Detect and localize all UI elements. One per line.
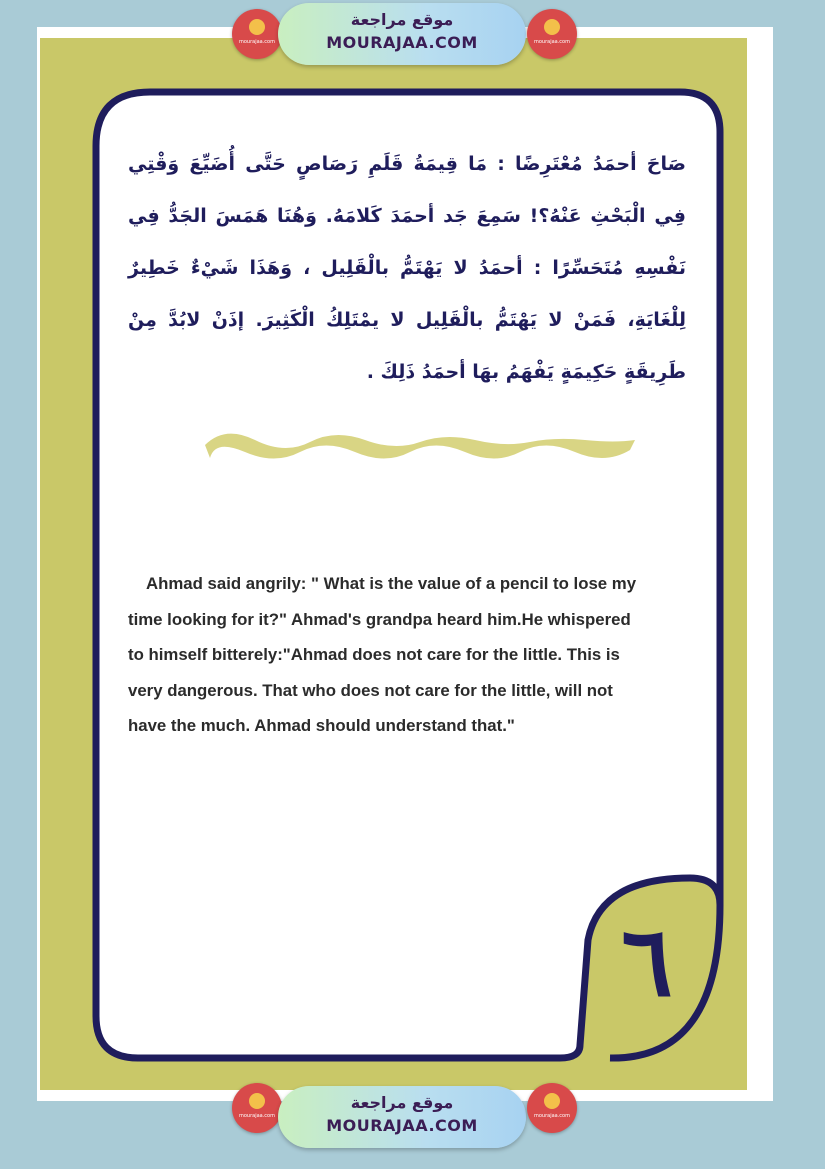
logo-badge-icon: mourajaa.com bbox=[232, 1083, 282, 1133]
english-line: to himself bitterely:"Ahmad does not care for the little. This is bbox=[128, 645, 620, 664]
logo-badge-icon: mourajaa.com bbox=[527, 1083, 577, 1133]
english-story-text bbox=[128, 566, 698, 744]
page-number: ٦ bbox=[621, 905, 673, 1018]
logo-badge-icon: mourajaa.com bbox=[527, 9, 577, 59]
english-line: very dangerous. That who does not care for the little, will not bbox=[128, 680, 613, 700]
site-name-arabic: موقع مراجعة bbox=[350, 1093, 454, 1112]
english-line: have the much. Ahmad should understand that." bbox=[128, 716, 515, 735]
site-banner-bottom[interactable] bbox=[278, 1086, 526, 1148]
site-banner-top[interactable] bbox=[278, 3, 526, 65]
logo-badge-icon: mourajaa.com bbox=[232, 9, 282, 59]
site-name-latin: MOURAJAA.COM bbox=[326, 1116, 478, 1135]
site-name-arabic: موقع مراجعة bbox=[350, 10, 454, 29]
english-line: Ahmad said angrily: " What is the value of a pencil to lose my bbox=[146, 574, 637, 593]
arabic-story-text: صَاحَ أحمَدُ مُعْتَرِضًا : مَا قِيمَةُ قَلَمِ رَصَاصٍ حَتَّى أُضَيِّعَ وَقْتِي فِي الْبَحْثِ عَنْهُ؟! سَمِعَ جَد أحمَدَ كَلامَهُ. وَهُنَا هَمَسَ الجَدُّ فِي نَفْسِهِ مُتَحَسِّرًا : أحمَدُ لا يَهْتَمُّ بالْقَلِيل ، وَهَذَا شَيْءٌ خَطِيرٌ لِلْغَايَةِ، فَمَنْ لا يَهْتَمُّ بالْقَلِيل لا يمْتَلِكُ الْكَثِيرَ. إذَنْ لابُدَّ مِنْ طَرِيقَةٍ حَكِيمَةٍ يَفْهَمُ بهَا أحمَدُ ذَلِكَ . bbox=[128, 153, 686, 383]
english-line: time looking for it?" Ahmad's grandpa heard him.He whispered bbox=[128, 609, 631, 629]
site-name-latin: MOURAJAA.COM bbox=[326, 33, 478, 52]
